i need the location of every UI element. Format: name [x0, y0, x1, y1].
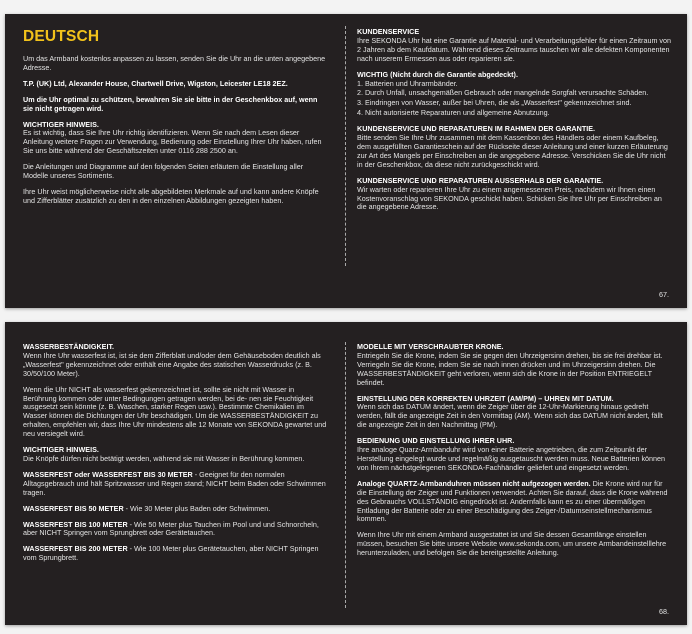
- protect-note: Um die Uhr optimal zu schützen, bewahren Sie sie bitte in der Geschenkbox auf, wenn sie nicht getragen wird.: [23, 94, 318, 113]
- service-body: Ihre SEKONDA Uhr hat eine Garantie auf Material- und Verarbeitungsfehler für einen Zeitraum von 2 Jahren ab dem Kaufdatum. Während dieses Zeitraums tauschen wir alle defekten Komponenten nach unserem Ermessen aus oder reparieren sie.: [357, 35, 672, 63]
- wr30-spec: [23, 471, 328, 498]
- service-heading: KUNDENSERVICE: [357, 27, 420, 36]
- page68-left-column: [23, 343, 328, 570]
- outside-warranty-body: Wir warten oder reparieren Ihre Uhr zu einem angemessenen Preis, nachdem wir Ihnen einen Kostenvoranschlag von SEKONDA geschickt haben. Schicken Sie Ihre Uhr per Einschreiben an die angegebene Adresse.: [357, 184, 662, 212]
- screw-crown-heading: MODELLE MIT VERSCHRAUBTER KRONE.: [357, 342, 504, 351]
- list-item: 3. Eindringen von Wasser, außer bei Uhren, die als „Wasserfest" gekennzeichnet sind.: [357, 98, 632, 108]
- wr50-spec: [23, 505, 328, 514]
- address-text: T.P. (UK) Ltd, Alexander House, Chartwell Drive, Wigston, Leicester LE18 2EZ.: [23, 78, 288, 88]
- outside-warranty-heading: KUNDENSERVICE UND REPARATUREN AUSSERHALB DER GARANTIE.: [357, 175, 604, 185]
- language-title: DEUTSCH: [23, 28, 100, 45]
- not-covered-heading: WICHTIG (Nicht durch die Garantie abgedeckt).: [357, 69, 518, 79]
- website-note: Wenn Ihre Uhr mit einem Armband ausgestattet ist und Sie dessen Gesamtlänge einstellen müssen, besuchen Sie bitte unsere Website www.sekonda.com, um unsere Armbandeinstelllehre herunterzuladen, und befolgen Sie die bereitgestellte Anleitung.: [357, 530, 667, 558]
- wr30-desc: - Geeignet für den normalen Alltagsgebrauch und hält Spritzwasser und Regen stand; NICHT beim Baden oder Schwimmen tragen.: [23, 469, 326, 497]
- quartz-paragraph: [357, 480, 673, 525]
- wr30-label: WASSERFEST oder WASSERFEST BIS 30 METER: [23, 469, 193, 479]
- notice-body: Die Knöpfe dürfen nicht betätigt werden, während sie mit Wasser in Berührung kommen.: [23, 453, 305, 463]
- wr200-spec: [23, 545, 328, 563]
- warranty-heading: KUNDENSERVICE UND REPARATUREN IM RAHMEN DER GARANTIE.: [357, 124, 595, 134]
- page-number: 68.: [659, 607, 669, 616]
- ampm-heading: EINSTELLUNG DER KORREKTEN UHRZEIT (AM/PM) – UHREN MIT DATUM.: [357, 393, 614, 403]
- manual-page-67: [5, 14, 687, 308]
- warranty-body: Bitte senden Sie Ihre Uhr zusammen mit dem Kassenbon des Händlers oder einem Kaufbeleg, dem ausgefüllten Garantieschein auf der Rückseite dieser Anleitung und einer kurzen Erläuterung zur Art des Mangels per Einschreiben an die angegebene Adresse. Verschicken Sie die Uhr nicht in der Geschenkbox, da diese nicht zurückgeschickt wird.: [357, 133, 668, 169]
- wr50-desc: - Wie 30 Meter plus Baden oder Schwimmen.: [123, 503, 271, 513]
- notice-heading: WICHTIGER HINWEIS.: [23, 119, 99, 129]
- list-item: 4. Nicht autorisierte Reparaturen und allgemeine Abnutzung.: [357, 108, 550, 118]
- column-divider: [345, 26, 346, 266]
- operation-body: Ihre analoge Quarz-Armbanduhr wird von einer Batterie angetrieben, die zum Zeitpunkt der Herstellung eingelegt wurde und regelmäßig ausgetauscht werden muss. Neue Batterien können von Ihrem nächstgelegenen SEKONDA-Fachhändler geliefert und eingesetzt werden.: [357, 445, 666, 472]
- page67-left-column: [23, 28, 328, 213]
- wr200-desc: - Wie 100 Meter plus Gerätetauchen, aber NICHT Springen vom Sprungbrett.: [23, 544, 319, 563]
- wr50-label: WASSERFEST BIS 50 METER: [23, 503, 124, 513]
- quartz-heading: Analoge QUARTZ-Armbanduhren müssen nicht aufgezogen werden.: [357, 478, 591, 488]
- page67-right-column: [357, 28, 673, 219]
- wr100-desc: - Wie 50 Meter plus Tauchen im Pool und und Schnorcheln, aber NICHT Springen vom Sprungbrett oder Gerätetauchen.: [23, 519, 319, 538]
- manual-note: Die Anleitungen und Diagramme auf den folgenden Seiten erläutern die Einstellung aller Modelle unseres Sortiments.: [23, 162, 304, 181]
- features-note: Ihre Uhr weist möglicherweise nicht alle abgebildeten Merkmale auf und kann andere Knöpfe und Zifferblätter zusätzlich zu den in den einzelnen Abbildungen gezeigten haben.: [23, 186, 319, 205]
- notice-heading: WICHTIGER HINWEIS.: [23, 445, 99, 455]
- screw-crown-body: Entriegeln Sie die Krone, indem Sie sie gegen den Uhrzeigersinn drehen, bis sie frei drehbar ist. Verriegeln Sie die Krone, indem Sie sie nach innen drücken und im Uhrzeigersinn drehen. Die WASSERBESTÄNDIGKEIT geht verloren, wenn sich die Krone in der Position ENTRIEGELT befindet.: [357, 350, 663, 387]
- water-resistance-body: Wenn Ihre Uhr wasserfest ist, ist sie dem Zifferblatt und/oder dem Gehäuseboden deutlich als „Wasserfest" gekennzeichnet oder enthält eine Angabe des statischen Wasserdrucks (z. B. 30/50/100 Meter).: [23, 350, 321, 378]
- not-covered-list: [357, 80, 673, 119]
- column-divider: [345, 342, 346, 608]
- page-number: 67.: [659, 290, 669, 299]
- notice-body: Es ist wichtig, dass Sie Ihre Uhr richtig identifizieren. Wenn Sie nach dem Lesen dieser Anleitung weitere Fragen zur Verwendung, Bedienung oder Einstellung Ihrer Uhr haben, rufen Sie uns bitte während der Geschäftszeiten unter 0116 288 2500 an.: [23, 128, 322, 156]
- page68-right-column: [357, 343, 673, 565]
- operation-heading: BEDIENUNG UND EINSTELLUNG IHRER UHR.: [357, 436, 515, 446]
- strap-adjust-text: Um das Armband kostenlos anpassen zu lassen, senden Sie die Uhr an die unten angegebene Adresse.: [23, 54, 326, 72]
- wr100-spec: [23, 521, 328, 539]
- wr200-label: WASSERFEST BIS 200 METER: [23, 544, 128, 554]
- list-item: 1. Batterien und Uhrarmbänder.: [357, 78, 458, 88]
- ampm-body: Wenn sich das DATUM ändert, wenn die Zeiger über die 12-Uhr-Markierung hinaus gedreht werden, fällt die angezeigte Zeit in den Vormittag (AM). Wenn sich das DATUM nicht ändert, fällt die angezeigte Zeit in den Nachmittag (PM).: [357, 402, 663, 430]
- wr100-label: WASSERFEST BIS 100 METER: [23, 519, 128, 529]
- quartz-body: Die Krone wird nur für die Einstellung der Zeiger und Funktionen verwendet. Achten Sie darauf, dass die Krone während des Gebrauchs VOLLSTÄNDIG eingedrückt ist. Andernfalls kann es zu einer übermäßigen Entladung der Batterie oder zu einer Beschädigung des Zeiger-/Datumseinstellmechanismus kommen.: [357, 478, 668, 524]
- list-item: 2. Durch Unfall, unsachgemäßen Gebrauch oder mangelnde Sorgfalt verursachte Schäden.: [357, 88, 649, 98]
- water-resistance-heading: WASSERBESTÄNDIGKEIT.: [23, 342, 115, 351]
- not-water-resistant-body: Wenn die Uhr NICHT als wasserfest gekennzeichnet ist, sollte sie nicht mit Wasser in Berührung kommen oder unter Bedingungen getragen werden, bei de- nen sie Feuchtigkeit ausgesetzt sein könnte (z. B. Waschen, starker Regen usw.). Bestimmte Chemikalien im Wasser können die Dichtungen der Uhr beschädigen. Um die WASSERBESTÄNDIGKEIT zu erhalten, empfehlen wir, dass Ihre Uhr mindestens alle 12 Monate von SEKONDA gewartet und neu versiegelt wird.: [23, 384, 327, 439]
- manual-page-68: [5, 322, 687, 625]
